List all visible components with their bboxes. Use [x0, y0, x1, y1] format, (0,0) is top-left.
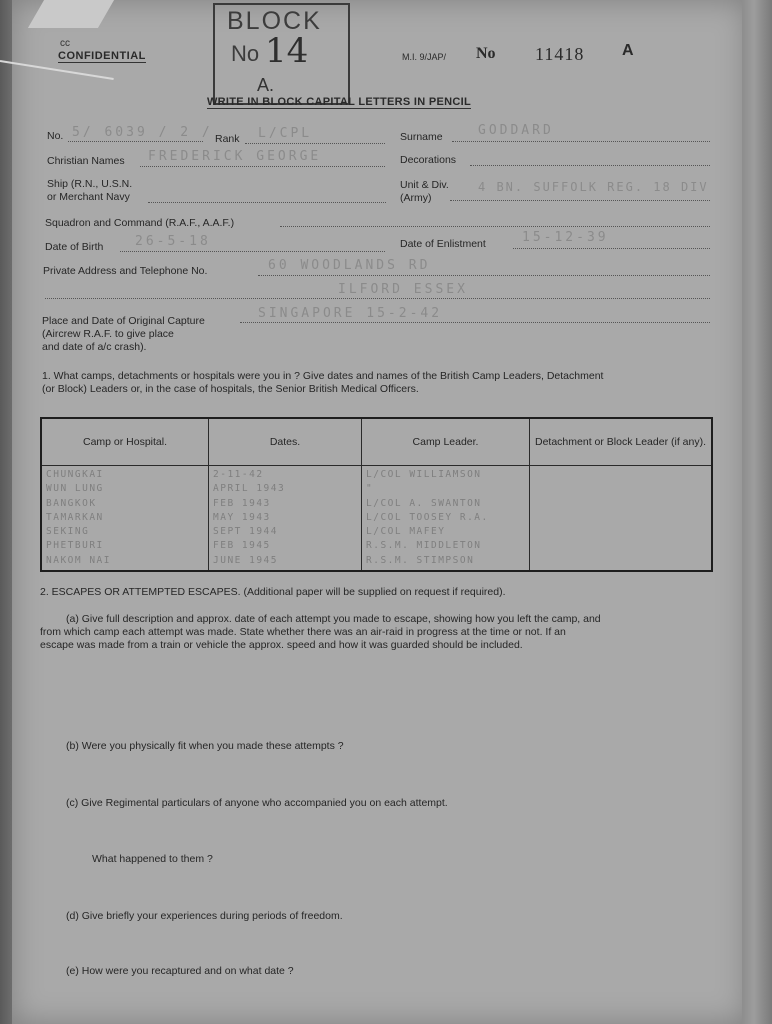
dates-column: [209, 466, 362, 572]
list-item: BANGKOK: [46, 497, 97, 509]
field-capture-label-3: and date of a/c crash).: [42, 341, 147, 353]
field-address-value-2: ILFORD ESSEX: [338, 282, 468, 297]
field-christian-names-value: FREDERICK GEORGE: [148, 149, 322, 164]
question-2a-line-3: escape was made from a train or vehicle the approx. speed and how it was guarded should be included.: [40, 639, 523, 651]
list-item: JUNE 1945: [213, 554, 278, 566]
field-surname-label: Surname: [400, 131, 443, 143]
camps-table-body-row: [41, 466, 712, 572]
field-enlistment-label: Date of Enlistment: [400, 238, 486, 250]
list-item: R.S.M. STIMPSON: [366, 554, 475, 566]
field-capture-label: Place and Date of Original Capture: [42, 315, 205, 327]
field-unit-value: 4 BN. SUFFOLK REG. 18 DIV: [478, 180, 709, 194]
question-1-line-1: 1. What camps, detachments or hospitals were you in ? Give dates and names of the British Camp Leaders, Detachment: [42, 370, 604, 382]
stamp-no-label: No: [231, 41, 260, 66]
stamp-title: BLOCK: [227, 7, 322, 35]
camps-column: [41, 466, 209, 572]
list-item: 2-11-42: [213, 469, 264, 480]
field-rank-value: L/CPL: [258, 126, 313, 141]
question-2e: (e) How were you recaptured and on what date ?: [66, 965, 294, 977]
question-2a-line-2: from which camp each attempt was made. State whether there was an air-raid in progress at the time or not. If an: [40, 626, 566, 638]
list-item: PHETBURI: [46, 540, 104, 552]
list-item: MAY 1943: [213, 511, 271, 523]
field-dob-value: 26-5-18: [135, 234, 211, 249]
field-christian-names-label: Christian Names: [47, 155, 125, 167]
list-item: WUN LUNG: [46, 483, 104, 495]
stamp-number: 14: [265, 31, 309, 71]
block-stamp: [213, 3, 350, 105]
col-detachment-header: Detachment or Block Leader (if any).: [530, 418, 713, 466]
underlying-page-edge: [742, 0, 772, 1024]
list-item: L/COL TOOSEY R.A.: [366, 511, 489, 523]
col-dates-header: Dates.: [209, 418, 362, 466]
leaders-column: [362, 466, 530, 572]
classification-mark: cc: [60, 38, 70, 49]
field-squadron-label: Squadron and Command (R.A.F., A.A.F.): [45, 217, 235, 229]
question-2-title: 2. ESCAPES OR ATTEMPTED ESCAPES. (Additional paper will be supplied on request if required).: [40, 586, 506, 598]
list-item: L/COL MAFEY: [366, 526, 446, 538]
list-item: ": [366, 483, 374, 495]
field-dob-label: Date of Birth: [45, 241, 104, 253]
col-leader-header: Camp Leader.: [362, 418, 530, 466]
list-item: SEKING: [46, 526, 90, 538]
question-2a-line-1: (a) Give full description and approx. date of each attempt you made to escape, showing how you left the camp, and: [66, 613, 601, 625]
field-ship-label: Ship (R.N., U.S.N.: [47, 178, 133, 190]
field-unit-label-2: (Army): [400, 192, 432, 204]
form-number: 11418: [535, 44, 585, 64]
field-address-label: Private Address and Telephone No.: [43, 265, 208, 277]
question-2d: (d) Give briefly your experiences during periods of freedom.: [66, 910, 343, 922]
field-rank-label: Rank: [215, 133, 240, 145]
list-item: CHUNGKAI: [46, 469, 104, 480]
field-enlistment-value: 15-12-39: [522, 230, 609, 245]
question-2c: (c) Give Regimental particulars of anyone who accompanied you on each attempt.: [66, 797, 448, 809]
field-capture-label-2: (Aircrew R.A.F. to give place: [42, 328, 174, 340]
classification-label: CONFIDENTIAL: [58, 50, 146, 62]
stamp-sub: A.: [257, 75, 275, 95]
field-unit-label: Unit & Div.: [400, 179, 449, 191]
field-capture-value: SINGAPORE 15-2-42: [258, 306, 443, 321]
list-item: L/COL A. SWANTON: [366, 497, 482, 509]
field-ship-label-2: or Merchant Navy: [47, 191, 130, 203]
form-reference: M.I. 9/JAP/: [402, 52, 447, 62]
list-item: FEB 1943: [213, 497, 271, 509]
field-decorations-label: Decorations: [400, 154, 457, 166]
list-item: TAMARKAN: [46, 511, 104, 523]
list-item: FEB 1945: [213, 540, 271, 552]
field-address-value: 60 WOODLANDS RD: [268, 258, 431, 273]
field-surname-value: GODDARD: [478, 123, 554, 138]
camps-table-header-row: [41, 418, 712, 466]
list-item: APRIL 1943: [213, 483, 286, 495]
question-1-line-2: (or Block) Leaders or, in the case of hospitals, the Senior British Medical Officers.: [42, 383, 419, 395]
form-suffix: A: [622, 42, 634, 59]
camps-table: [40, 417, 713, 572]
list-item: L/COL WILLIAMSON: [366, 469, 482, 480]
col-camp-header: Camp or Hospital.: [41, 418, 209, 466]
list-item: SEPT 1944: [213, 526, 278, 538]
question-2b: (b) Were you physically fit when you made these attempts ?: [66, 740, 344, 752]
field-no-value: 5/ 6039 / 2 /: [72, 125, 213, 140]
field-no-label: No.: [47, 130, 64, 142]
list-item: R.S.M. MIDDLETON: [366, 540, 482, 552]
detachment-column: [530, 466, 713, 572]
number-label: No: [476, 45, 496, 62]
instruction-heading: WRITE IN BLOCK CAPITAL LETTERS IN PENCIL: [207, 96, 471, 108]
question-2c-followup: What happened to them ?: [92, 853, 213, 865]
list-item: NAKOM NAI: [46, 554, 111, 566]
